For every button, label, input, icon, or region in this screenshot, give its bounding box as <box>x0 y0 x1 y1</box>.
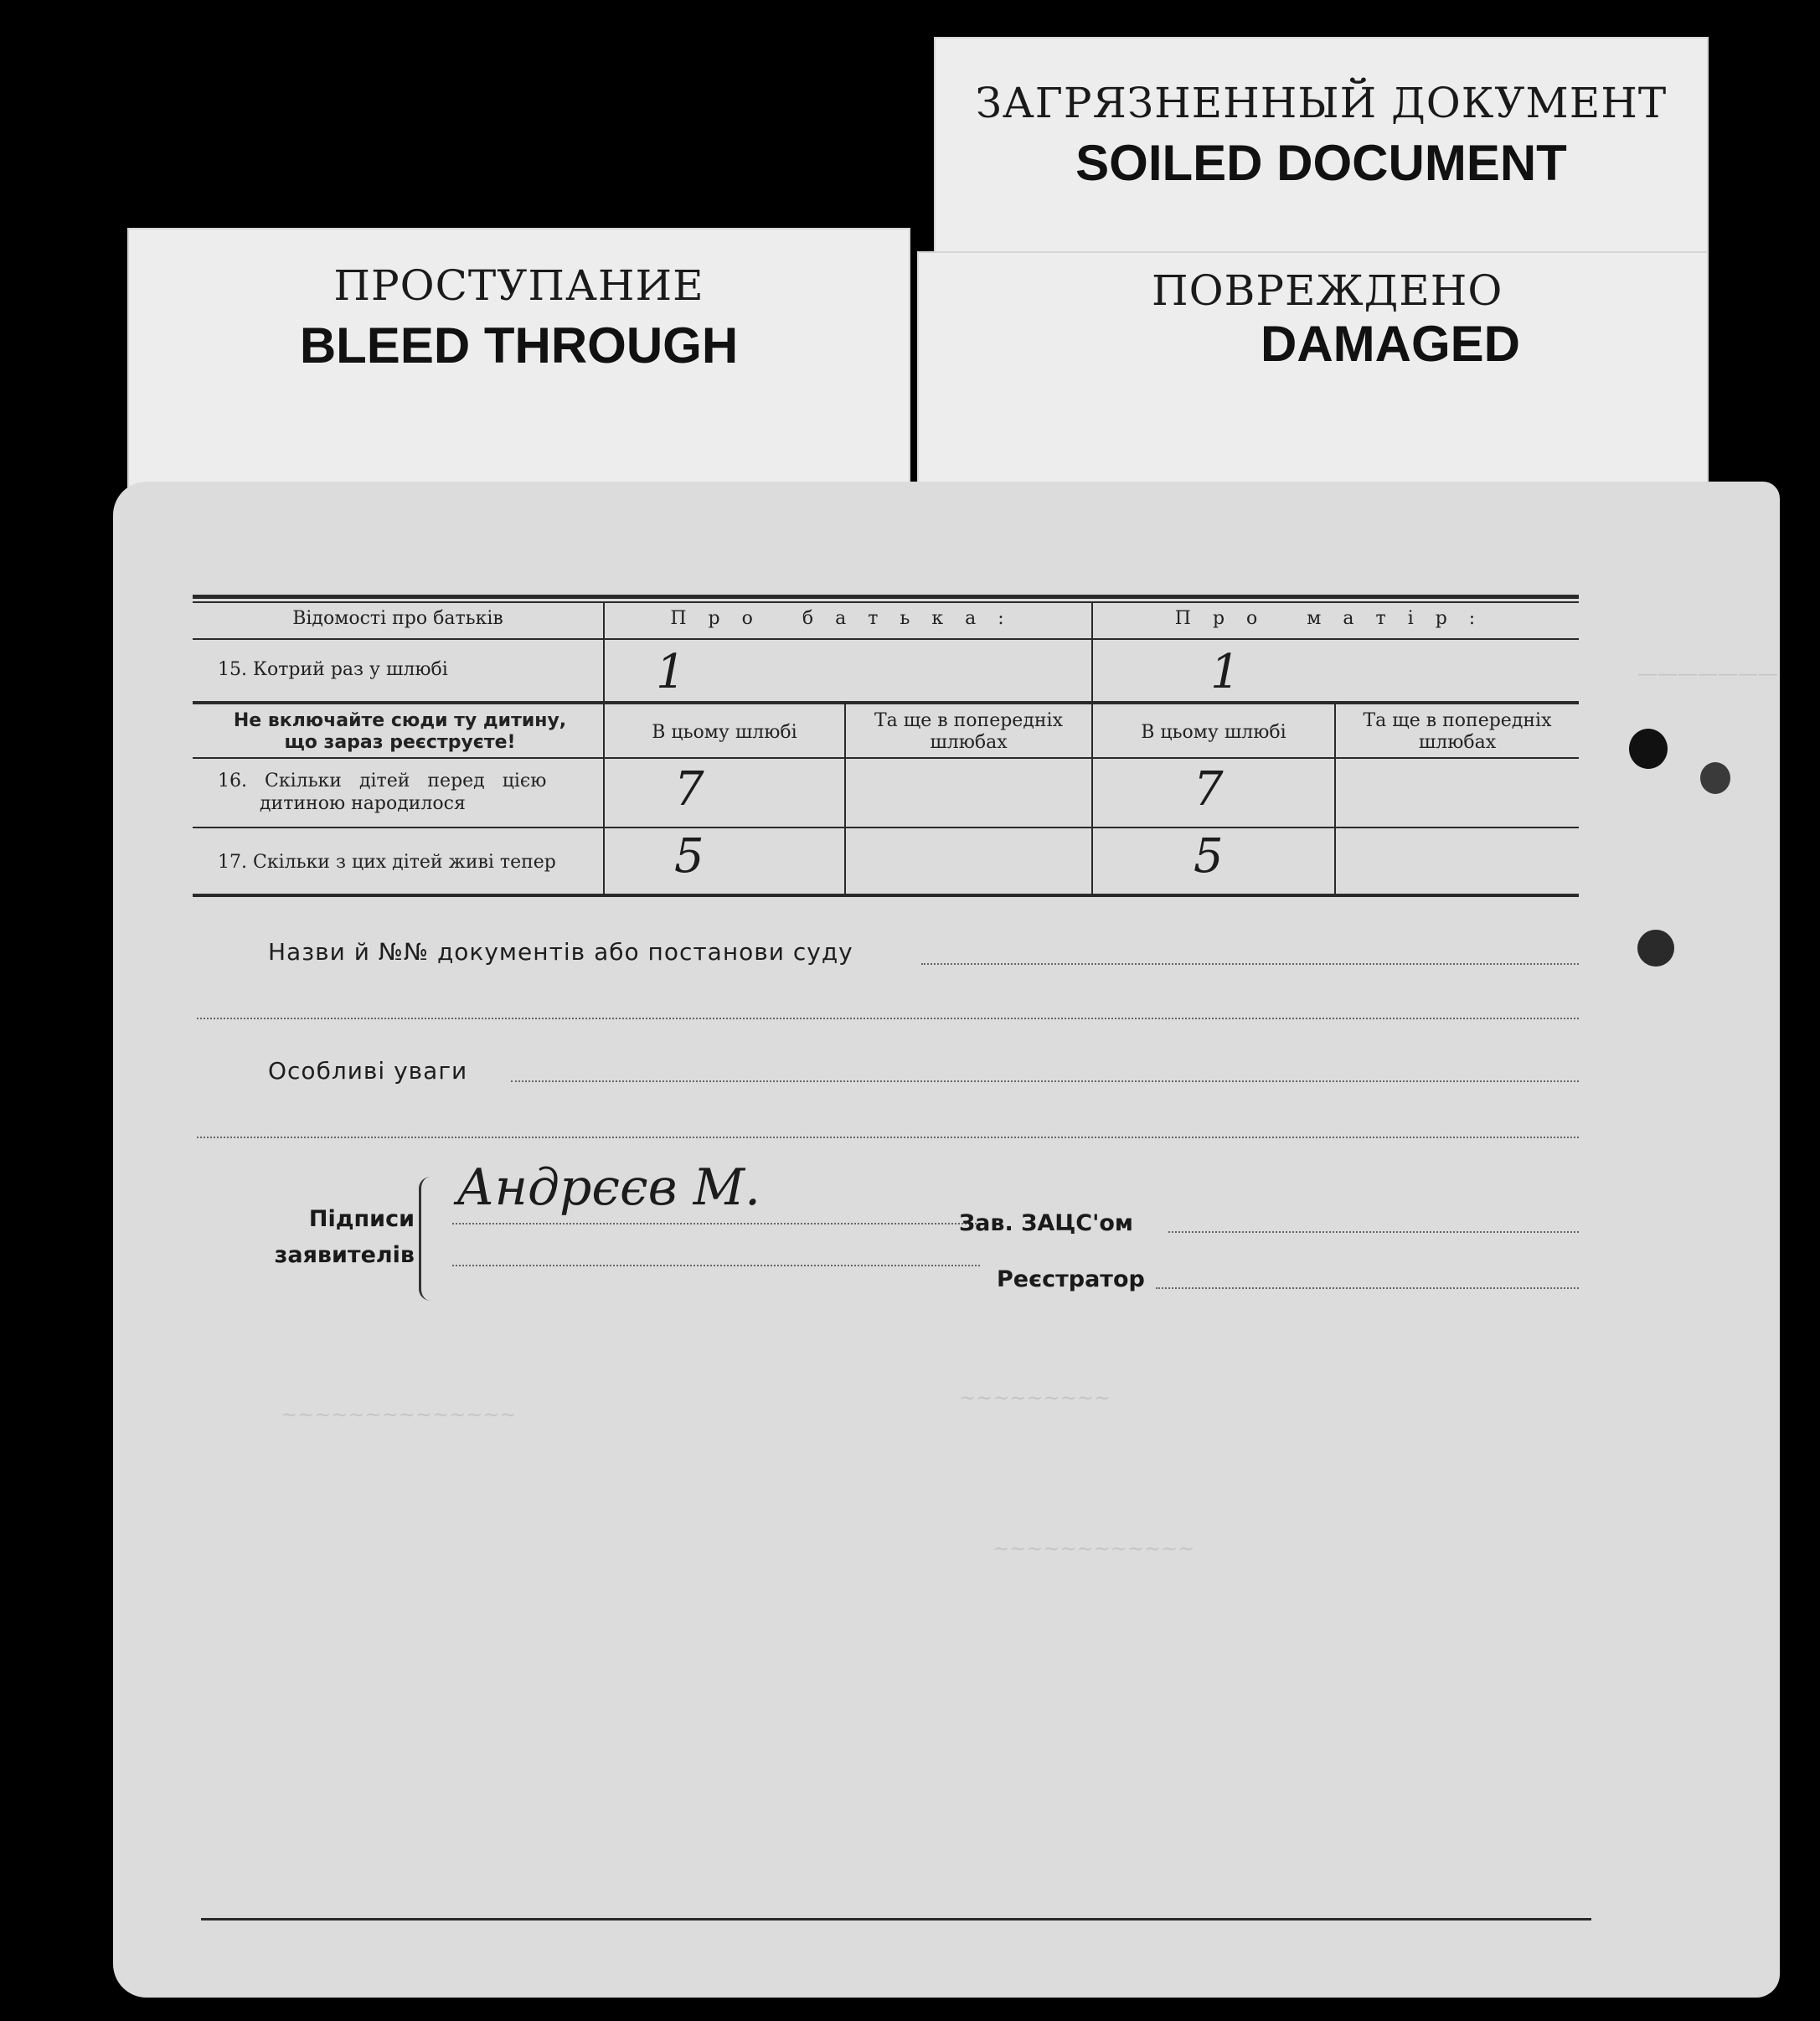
note-exclude-child-line1: Не включайте сюди ту дитину, <box>233 710 567 731</box>
father-this-marriage-header: В цьому шлюбі <box>652 722 797 743</box>
row16-label-line1: 16. Скільки дітей перед цією <box>218 771 547 791</box>
head-of-registry-label: Зав. ЗАЦС'ом <box>959 1210 1133 1236</box>
remarks-label: Особливі уваги <box>268 1057 468 1085</box>
remarks-line <box>511 1080 1579 1082</box>
documents-line <box>197 1018 1579 1019</box>
signatures-brace <box>419 1177 438 1301</box>
father-previous-header-line2: шлюбах <box>930 732 1008 753</box>
binding-hole <box>1637 930 1674 967</box>
registrar-label: Реєстратор <box>997 1266 1145 1292</box>
row17-father-value: 5 <box>674 829 704 884</box>
header-father: Про батька: <box>670 608 1026 629</box>
signatures-label-line2: заявителів <box>274 1242 415 1268</box>
soiled-document-label <box>934 37 1709 256</box>
note-exclude-child-line2: що зараз реєструєте! <box>284 732 516 753</box>
soiled-document-ru: ЗАГРЯЗНЕННЫЙ ДОКУМЕНТ <box>975 79 1668 127</box>
damaged-en: DAMAGED <box>1261 316 1520 372</box>
signatures-label-line1: Підписи <box>308 1206 415 1232</box>
mother-this-marriage-header: В цьому шлюбі <box>1141 722 1286 743</box>
bleed-through-en: BLEED THROUGH <box>299 317 739 374</box>
bleed-through-ru: ПРОСТУПАНИЕ <box>333 261 704 310</box>
binding-hole <box>1629 729 1668 769</box>
soiled-document-en: SOILED DOCUMENT <box>1075 135 1567 191</box>
signature-line <box>452 1223 980 1224</box>
bottom-rule <box>201 1918 1591 1920</box>
header-parents-info: Відомості про батьків <box>292 608 503 629</box>
documents-label: Назви й №№ документів або постанови суду <box>268 938 853 966</box>
father-previous-header-line1: Та ще в попередніх <box>874 710 1063 731</box>
row15-mother-value: 1 <box>1210 645 1240 699</box>
header-mother: Про матір: <box>1174 608 1498 629</box>
row15-father-value: 1 <box>656 645 686 699</box>
row16-label-line2: дитиною народилося <box>260 793 466 814</box>
bleed-through-label <box>127 228 910 494</box>
row16-father-value: 7 <box>674 762 704 817</box>
applicant-signature: Андрєєв М. <box>456 1158 761 1217</box>
signature-line <box>452 1265 980 1266</box>
row15-label: 15. Котрий раз у шлюбі <box>218 659 448 680</box>
row16-mother-value: 7 <box>1194 762 1224 817</box>
mother-previous-header-line1: Та ще в попередніх <box>1363 710 1552 731</box>
remarks-line <box>197 1137 1579 1138</box>
mother-previous-header-line2: шлюбах <box>1418 732 1497 753</box>
binding-hole <box>1700 762 1730 794</box>
damaged-ru: ПОВРЕЖДЕНО <box>1152 266 1503 315</box>
document-sheet: ——————— ~~~~~~~~~ ~~~~~~~~~~~~ ~~~~~~~~~~~~~~ Відомості про батьків Про батька: Про матір: 15. Котрий раз у шлюбі 1 1 Не включайте сюди ту дитину, що зараз реєструєте! В цьому шлюбі Та ще в попередніх шлюбах В цьому шлюбі Та ще в попередніх шлюбах 16. Скільки дітей перед цією дитиною народилося 7 7 17. Скільки з цих дітей живі тепер 5 5 Назви й №№ документів або постанови суду Особливі уваги Підписи заявителів Андрєєв М. Зав. ЗАЦС'ом Реєстратор <box>113 482 1780 1998</box>
registrar-signature-line <box>1156 1287 1579 1289</box>
damaged-label <box>917 251 1709 494</box>
row17-label: 17. Скільки з цих дітей живі тепер <box>218 852 556 873</box>
documents-line <box>921 963 1579 965</box>
row17-mother-value: 5 <box>1194 829 1224 884</box>
head-signature-line <box>1168 1231 1579 1233</box>
